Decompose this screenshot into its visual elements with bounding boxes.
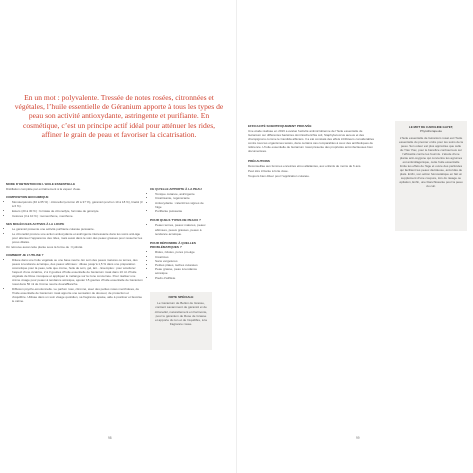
right-page: [236, 0, 473, 473]
list-item: • Cétones (3 à 10 %) : isomenthone, menthone.: [12, 214, 144, 218]
list-item: • Monoterpénols (40 à 65 %) : citronellol (environ 20 à 37 %), géraniol (environ 10 à 18 %), linalol (3 à 6 %).: [12, 200, 144, 208]
section-heading: PRÉCAUTIONS: [248, 159, 270, 163]
list-item: • Purifiante puissante: [155, 209, 206, 213]
side-section-heading: POUR RÉPONDRE À QUELLES PROBLÉMATIQUES ?: [150, 241, 196, 250]
page-number-left: 98: [108, 436, 112, 440]
side-section-list: [150, 250, 206, 279]
bullet-list: [6, 200, 144, 218]
main-column: [6, 182, 144, 304]
expert-box-text: L’huile essentielle de Géranium rosat est l’huile essentielle du premier ordre pour les soins de la peau. Son odeur est plus appréciée que celle du Ylax Ylax, pour le bénéfice conbourreux sur l’efficacité contre les fourmis. L’étude d’une plante anti-oxygène qui concentre les agrumes est anticollagénique, cette huile essentielle limite les effets de l’âge et ouvre des particules qui facilitent les peaux décideuse, anti-ridés de plats. Enfin, son action hémostatique en fait un supplément d’une coupure, lors du rasage ou épilation, Enfin, une blanchissante pour la peau du cuir.: [399, 136, 463, 188]
section-heading: MODE D’OBTENTION DE L’HUILE ESSENTIELLE: [6, 182, 76, 186]
list-item: • Cicatrisante, régénérante: [155, 196, 206, 200]
list-item: • Le géraniol présente une activité purifiante cutanée puissante.: [12, 227, 144, 231]
bullet-list: [6, 227, 144, 244]
list-item: • Petites plaies, taches cutanées: [155, 263, 206, 267]
section-heading: COMPOSITION BIOCHIMIQUE: [6, 195, 49, 199]
intro-text: En un mot : polyvalente. Tressée de notes rosées, citronnées et végétales, l’huile essentielle de Géranium apporte à tous les types de peau son activité antioxydante, astringente et purifiante. En cosmétique, c’est un principe actif idéal pour atténuer les rides, affiner le grain de peau et favoriser la cicatrisation.: [14, 93, 224, 139]
list-item: • Diffusion psycho-émotionnelle. Le parfum rosé, citronné, avec des petites notes mentholées, de l’huile essentielle de Géranium rosat apporte une sensation de douceur, de protection et d’équilibre. Utilisée dans un soin visage quotidien, sa fragrance apaise, aide à positiver et favorise le calme.: [12, 287, 144, 303]
expert-box-subtitle: Phytothérapeute: [419, 129, 443, 133]
section-heading: COMMENT JE L’UTILISE ?: [6, 253, 44, 257]
section-heading: EFFICACITÉ SCIENTIFIQUEMENT PROUVÉE: [248, 124, 312, 128]
side-section-heading: CE QU’ELLE APPORTE À LA PEAU: [150, 187, 202, 191]
list-item: • Pieds d’athlète: [155, 276, 206, 280]
list-item: • Cicatrices: [155, 255, 206, 259]
side-column: [150, 187, 206, 280]
list-item: • Esters (20 à 30 %) : formiate de citronellyle, formiate de géranyle.: [12, 209, 144, 213]
note-box-title: NOTE SPÉCIALE: [168, 295, 194, 299]
side-section-heading: POUR QUELS TYPES DE PEAUX ?: [150, 218, 201, 223]
paragraph: On retrouve aussi cette plante sous la forme de : hydrolat.: [6, 245, 84, 249]
side-section-list: [150, 192, 206, 213]
section-heading: SES MOLÉCULES ACTIVES À LA LOUPE: [6, 222, 65, 226]
list-item: • Peaux ternes, peaux matures, peaux abîmées, peaux grasses, peaux à tendance acnéique.: [155, 223, 206, 236]
paragraph: Déconseillée aux femmes enceintes et/ou allaitantes, aux enfants de moins de 6 ans.: [248, 164, 362, 168]
list-item: • Tonique cutanée, astringente: [155, 192, 206, 196]
paragraph: Toujours bien diluer pour l’application cutanée.: [248, 174, 310, 178]
side-section-list: [150, 223, 206, 236]
paragraph: Distillation complète par entraînement à la vapeur d’eau.: [6, 187, 82, 191]
expert-box: [395, 121, 467, 231]
note-box: [150, 292, 212, 350]
list-item: • Le citronellol procure une action antioxydante et astringente intéressante dans les soins anti-âge pour atténuer l’apparence des rides, mais aussi dans le soin des peaux grasses pour resserrer les pores dilatés.: [12, 232, 144, 244]
list-item: • Diluée dans une huile végétale ou une base neutre. En soin des peaux matures ou ternes, des peaux à tendance acnéique, des peaux abîmées : diluée jusqu’à 1,5 % dans une préparation cosmétique pour la peau, telle que crème, huile de soin, gel, lait… Exemples : pour améliorer l’aspect d’une cicatrice, 2 à 3 gouttes d’huile essentielle de Géranium rosat dans 10 ml d’huile végétale de Rose musquée et appliquer le mélange sur la zone concernée. Pour réaliser une crème visage pour peaux à tendance acnéique, ajouter 15 gouttes d’huile essentielle de Géranium rosat dans 50 ml de Crème neutre douceBlanche.: [12, 258, 144, 286]
list-item: • Antioxydante : ralentit les signes de l’âge: [155, 201, 206, 209]
page-number-right: 99: [356, 436, 360, 440]
bullet-list: [6, 258, 144, 303]
note-box-text: Le Géranium de Bellon de Grasse, contient savamment de géraniol et de citronellol, naturellement en harmonie, pour le géranium de Rose de Grasse et apporte du ton et de l’équilibre, à la fragrance rosée.: [154, 301, 208, 327]
expert-box-title: LE MOT DE CAROLINE GAYET,: [408, 125, 454, 129]
left-page: [0, 0, 236, 473]
paragraph: Peut être irritante à forte dose.: [248, 169, 289, 173]
right-column: [248, 124, 376, 178]
list-item: • Peau grasse, peau à tendance acnéique: [155, 267, 206, 275]
list-item: • Rides, ridules, pores pro-âge: [155, 250, 206, 254]
list-item: • Sans vergetures: [155, 259, 206, 263]
paragraph: Une étude réalisée en 2016 a évalué l’activité antimicrobienne de l’huile essentielle de Géranium sur différentes bactéries dont Escherichia coli, Staphylococcus aureus et des champignons comme le Candida albicans. Il a été constaté des effets inhibiteurs considérables contre tous les organismes testés, dans certains cas comparables à ceux des antibiotiques de référence. L’huile essentielle de Géranium rosat présente des propriétés anti-infectieuses bien documentées.: [248, 129, 375, 153]
